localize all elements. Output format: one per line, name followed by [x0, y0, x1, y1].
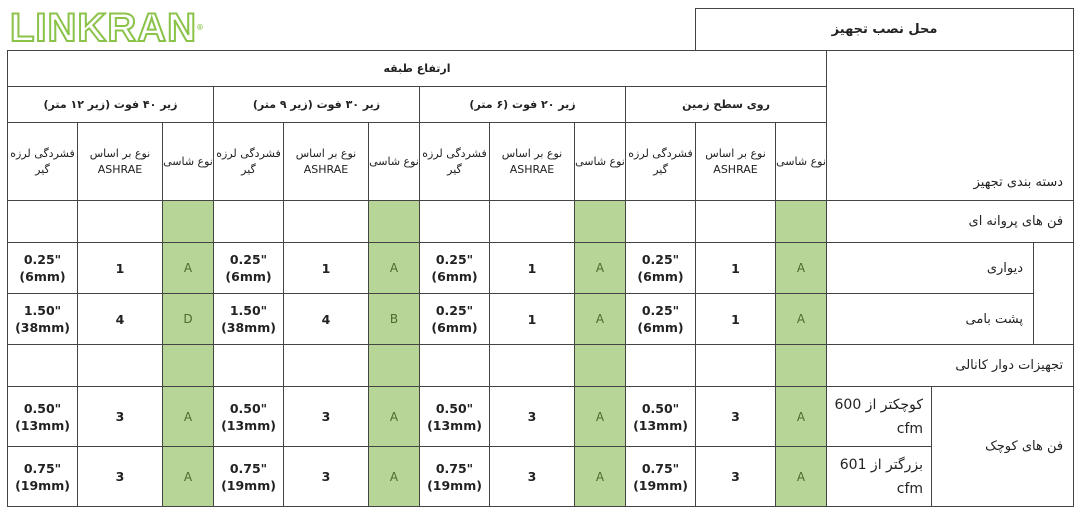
chassis-cell: A: [575, 243, 626, 294]
chassis-header: نوع شاسی: [776, 123, 827, 201]
chassis-cell: A: [776, 387, 827, 447]
table-row: [8, 294, 1074, 345]
ashrae-cell: 3: [284, 447, 369, 507]
chassis-cell: A: [369, 447, 420, 507]
chassis-header: نوع شاسی: [575, 123, 626, 201]
ashrae-cell: 1: [490, 294, 575, 345]
section-small-fans: فن های کوچک: [932, 387, 1074, 507]
deflection-cell: 0.25" (6mm): [420, 294, 490, 345]
ashrae-cell: 4: [284, 294, 369, 345]
section-ducted: تجهیزات دوار کانالی: [827, 345, 1074, 387]
deflection-cell: 0.50" (13mm): [214, 387, 284, 447]
ashrae-header: نوع بر اساس ASHRAE: [696, 123, 776, 201]
chassis-cell: A: [163, 243, 214, 294]
ashrae-cell: 3: [78, 447, 163, 507]
chassis-header: نوع شاسی: [163, 123, 214, 201]
deflection-cell: 0.25" (6mm): [626, 243, 696, 294]
ashrae-cell: 3: [490, 387, 575, 447]
ashrae-cell: 3: [696, 387, 776, 447]
deflection-header: فشردگی لرزه گیر: [626, 123, 696, 201]
chassis-cell: A: [575, 294, 626, 345]
ashrae-header: نوع بر اساس ASHRAE: [490, 123, 575, 201]
table-row: [8, 243, 1074, 294]
chassis-cell: A: [776, 243, 827, 294]
deflection-header: فشردگی لرزه گیر: [8, 123, 78, 201]
ashrae-cell: 3: [78, 387, 163, 447]
group-header: زیر ۳۰ فوت (زیر ۹ متر): [214, 87, 420, 123]
deflection-cell: 0.25" (6mm): [214, 243, 284, 294]
section-row: [8, 345, 1074, 387]
deflection-cell: 1.50" (38mm): [8, 294, 78, 345]
ashrae-cell: 3: [284, 387, 369, 447]
group-header: زیر ۲۰ فوت (۶ متر): [420, 87, 626, 123]
deflection-cell: 0.25" (6mm): [420, 243, 490, 294]
ashrae-header: نوع بر اساس ASHRAE: [78, 123, 163, 201]
row-label: پشت بامی: [827, 294, 1034, 345]
floor-height-header: ارتفاع طبقه: [8, 51, 827, 87]
row-label: کوچکتر از 600 cfm: [827, 387, 932, 447]
deflection-cell: 0.50" (13mm): [626, 387, 696, 447]
table-row: [8, 387, 1074, 447]
chassis-cell: A: [163, 447, 214, 507]
logo-cell: [8, 9, 696, 51]
ashrae-cell: 3: [696, 447, 776, 507]
deflection-cell: 0.50" (13mm): [8, 387, 78, 447]
chassis-cell: A: [369, 387, 420, 447]
section-row: [8, 201, 1074, 243]
ashrae-header: نوع بر اساس ASHRAE: [284, 123, 369, 201]
deflection-cell: 1.50" (38mm): [214, 294, 284, 345]
category-header: دسته بندی تجهیز: [827, 51, 1074, 201]
deflection-header: فشردگی لرزه گیر: [420, 123, 490, 201]
ashrae-cell: 1: [284, 243, 369, 294]
ashrae-cell: 1: [490, 243, 575, 294]
ashrae-cell: 1: [78, 243, 163, 294]
chassis-cell: A: [776, 447, 827, 507]
ashrae-cell: 1: [696, 294, 776, 345]
chassis-cell: A: [369, 243, 420, 294]
chassis-cell: A: [575, 387, 626, 447]
deflection-cell: 0.25" (6mm): [8, 243, 78, 294]
linkran-logo: LINKRAN®: [10, 6, 204, 50]
deflection-header: فشردگی لرزه گیر: [214, 123, 284, 201]
table-row: [8, 447, 1074, 507]
row-label: دیواری: [827, 243, 1034, 294]
chassis-cell: A: [163, 387, 214, 447]
deflection-cell: 0.75" (19mm): [420, 447, 490, 507]
chassis-header: نوع شاسی: [369, 123, 420, 201]
table-title: محل نصب تجهیز: [696, 9, 1074, 51]
deflection-cell: 0.75" (19mm): [626, 447, 696, 507]
group-header: زیر ۴۰ فوت (زیر ۱۲ متر): [8, 87, 214, 123]
section-propeller: فن های پروانه ای: [827, 201, 1074, 243]
ashrae-cell: 4: [78, 294, 163, 345]
deflection-cell: 0.75" (19mm): [214, 447, 284, 507]
deflection-cell: 0.25" (6mm): [626, 294, 696, 345]
group-header: روی سطح زمین: [626, 87, 827, 123]
chassis-cell: A: [575, 447, 626, 507]
ashrae-cell: 1: [696, 243, 776, 294]
chassis-cell: A: [776, 294, 827, 345]
ashrae-cell: 3: [490, 447, 575, 507]
chassis-cell: D: [163, 294, 214, 345]
row-label: بزرگتر از 601 cfm: [827, 447, 932, 507]
deflection-cell: 0.50" (13mm): [420, 387, 490, 447]
equipment-installation-table: [7, 8, 1074, 507]
chassis-cell: B: [369, 294, 420, 345]
deflection-cell: 0.75" (19mm): [8, 447, 78, 507]
